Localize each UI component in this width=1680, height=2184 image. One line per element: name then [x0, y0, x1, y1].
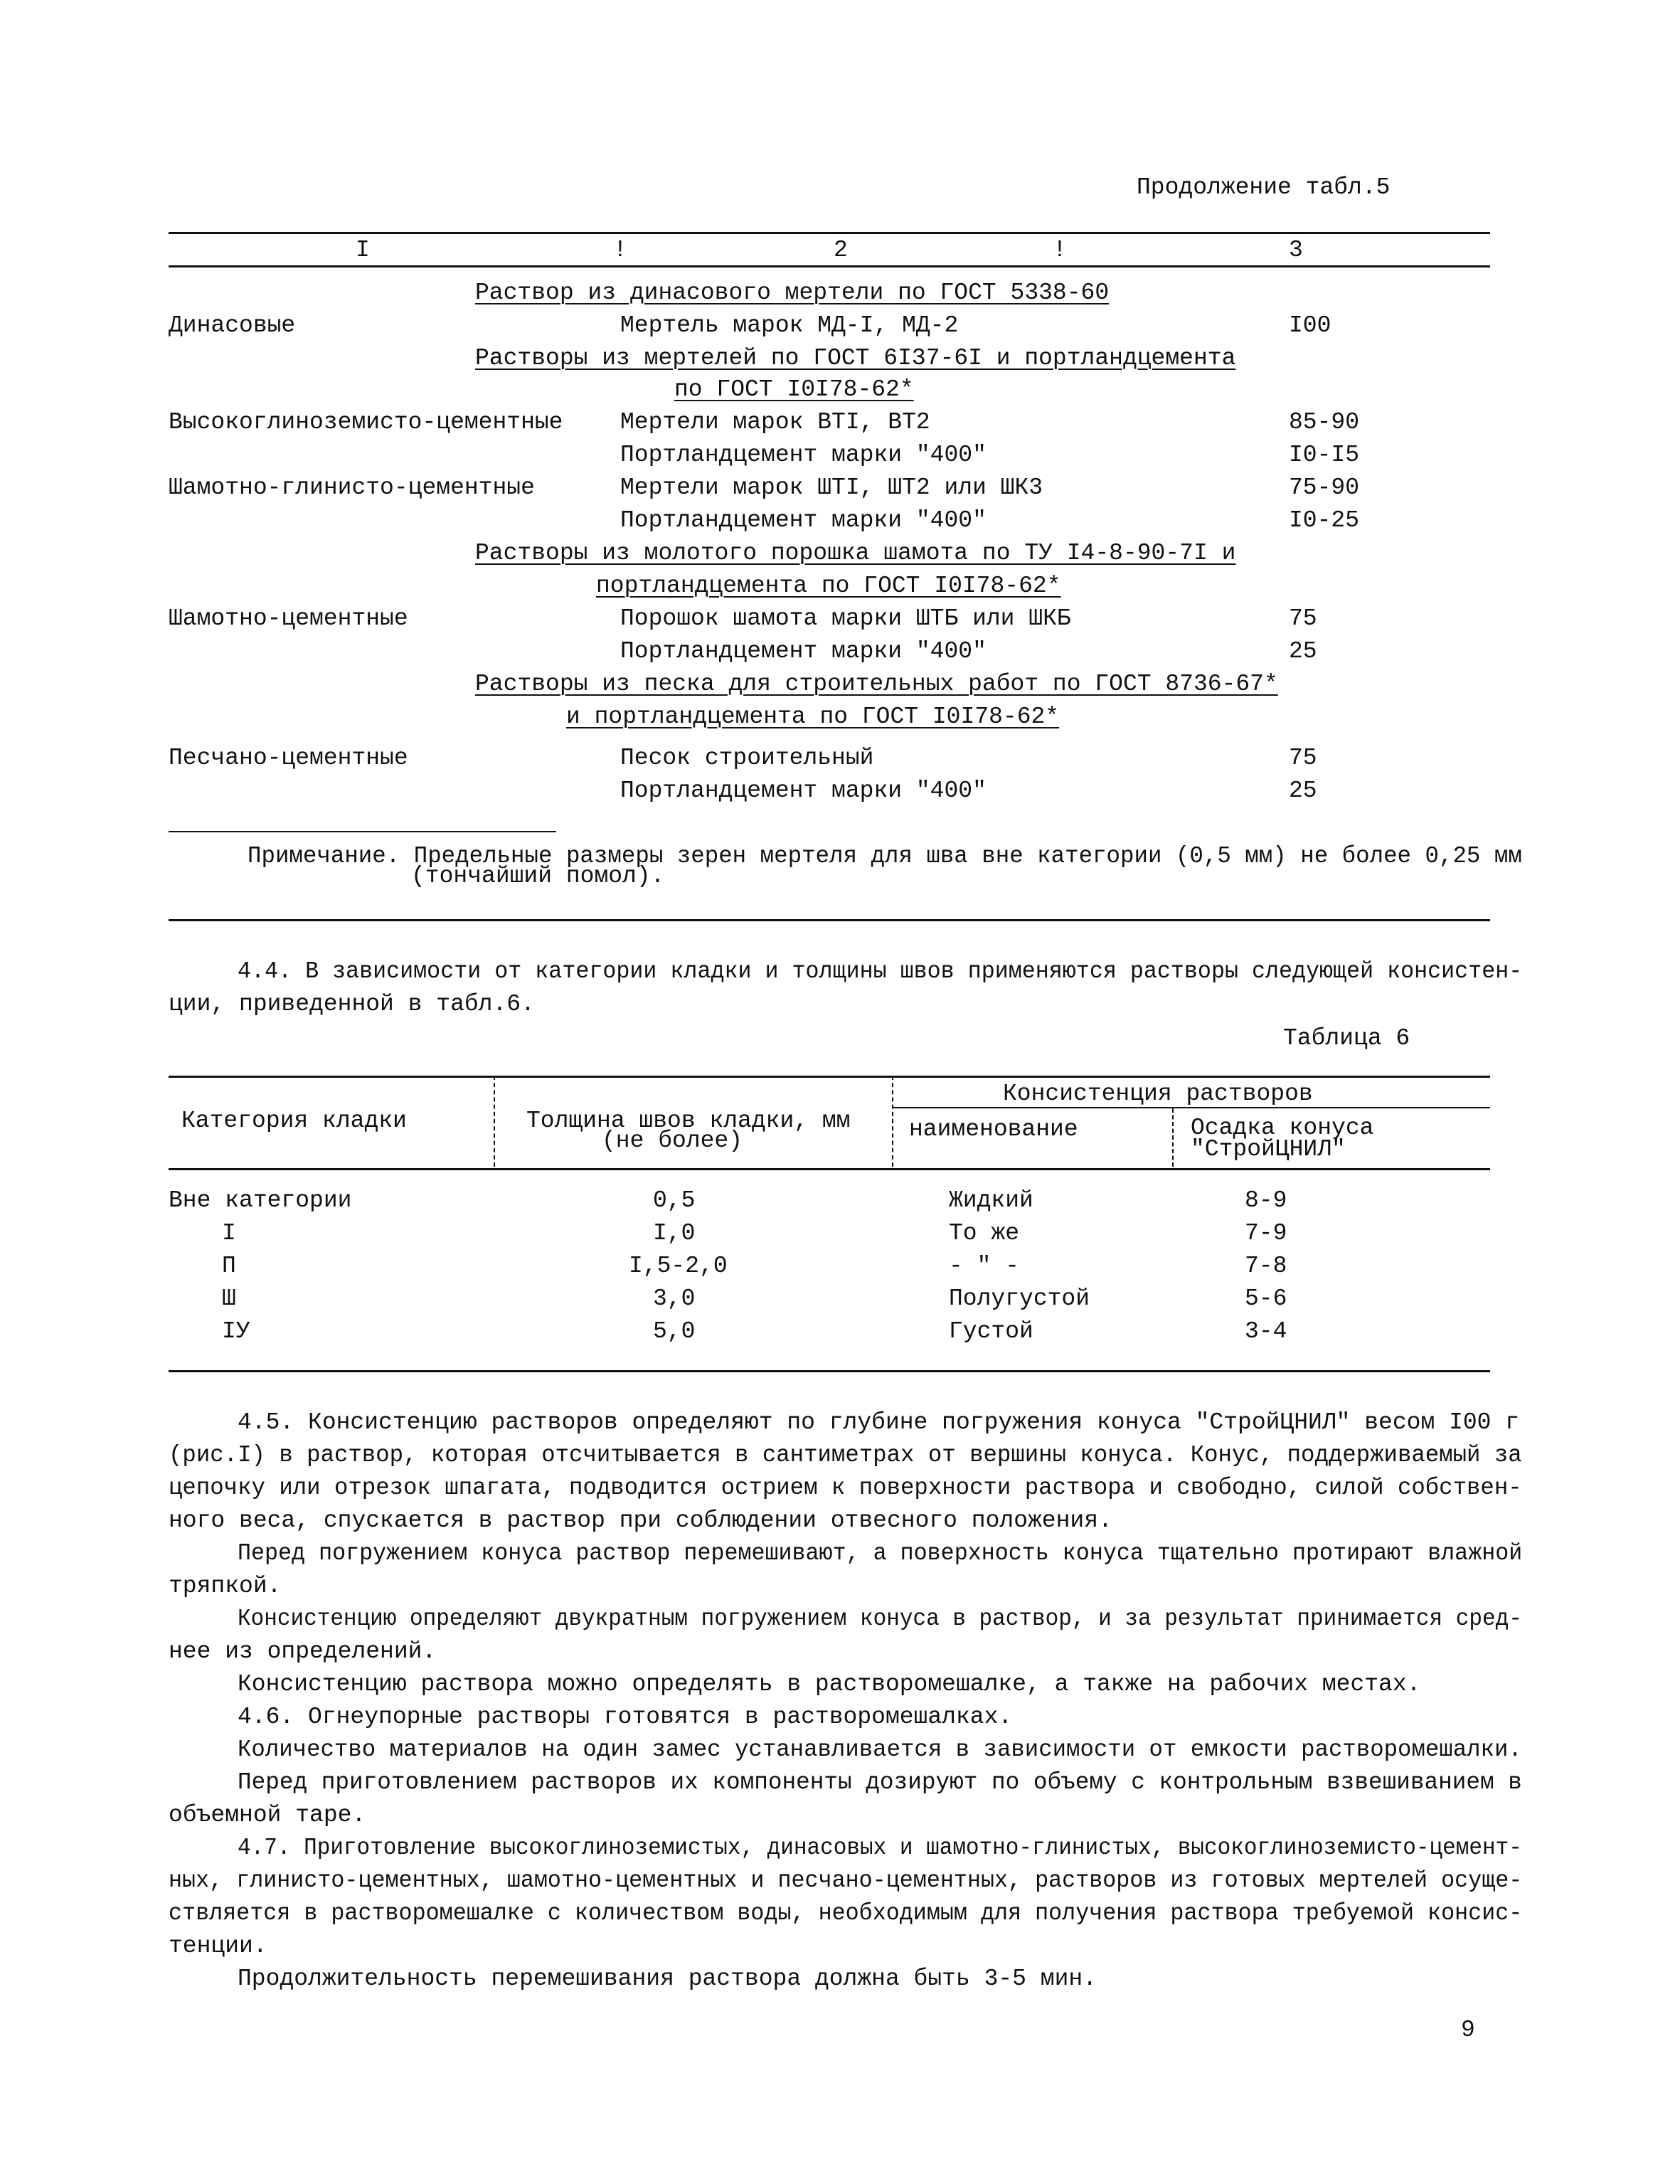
table6-cell-thickness: I,5-2,0 — [629, 1253, 728, 1279]
body-line: Продолжительность перемешивания раствора должна быть 3-5 мин. — [238, 1966, 1097, 1992]
table5-row-type: Песчано-цементные — [169, 745, 408, 771]
table5-note-line2: (тончайший помол). — [411, 863, 665, 889]
table5-section-header: Растворы из молотого порошка шамота по ТУ I4-8-90-7I и — [475, 540, 1236, 566]
table6-cell-thickness: I,0 — [653, 1220, 696, 1246]
body-line: Количество материалов на один замес устанавливается в зависимости от емкости растворомешалки. — [238, 1737, 1522, 1763]
table6-cell-category: П — [222, 1253, 236, 1279]
table6-cell-category: I — [222, 1220, 236, 1246]
body-line: нее из определений. — [169, 1638, 437, 1665]
table5-col1-header: I — [356, 237, 370, 263]
body-line: 4.7. Приготовление высокоглиноземистых, динасовых и шамотно-глинистых, высокоглиноземисто-цемент- — [238, 1835, 1522, 1861]
table5-header-rule — [169, 265, 1490, 267]
table5-row-percent: 75-90 — [1289, 475, 1360, 501]
table5-section-header: Растворы из мертелей по ГОСТ 6I37-6I и портландцемента — [475, 345, 1236, 371]
table6-cell-category: IУ — [222, 1318, 250, 1345]
page-number: 9 — [1461, 2017, 1475, 2043]
table5-row-type: Шамотно-глинисто-цементные — [169, 475, 535, 501]
table5-row-percent: 75 — [1289, 745, 1317, 771]
table5-row-percent: 85-90 — [1289, 409, 1360, 435]
body-line: тряпкой. — [169, 1573, 282, 1599]
table6-cell-category: Ш — [222, 1286, 236, 1312]
table5-bottom-rule — [169, 919, 1490, 921]
body-line: ного веса, спускается в раствор при соблюдении отвесного положения. — [169, 1507, 1112, 1534]
table5-section-header: и портландцемента по ГОСТ I0I78-62* — [566, 704, 1060, 730]
table6-header-cone-label: "СтройЦНИЛ" — [1191, 1136, 1346, 1162]
table5-row-type: Динасовые — [169, 312, 296, 339]
table6-cell-cone: 3-4 — [1245, 1318, 1287, 1345]
table6-cell-name: Густой — [949, 1318, 1033, 1345]
table5-row-component: Порошок шамота марки ШТБ или ШКБ — [620, 605, 1071, 632]
table5-row-component: Портландцемент марки "400" — [620, 778, 987, 804]
table6-header-consistency: Консистенция растворов — [1003, 1081, 1313, 1107]
table6-cell-thickness: 5,0 — [653, 1318, 696, 1345]
table5-row-percent: 25 — [1289, 778, 1317, 804]
body-line: Консистенцию раствора можно определять в растворомешалке, а также на рабочих местах. — [238, 1671, 1421, 1697]
table6-col-divider — [892, 1076, 893, 1167]
body-line: Перед погружением конуса раствор перемешивают, а поверхность конуса тщательно протирают влажной — [238, 1540, 1523, 1567]
table5-row-type: Высокоглиноземисто-цементные — [169, 409, 563, 435]
table6-bottom-rule — [169, 1370, 1490, 1372]
table6-cell-name: Жидкий — [949, 1187, 1033, 1214]
continuation-label: Продолжение табл.5 — [1137, 174, 1391, 201]
body-line: ствляется в растворомешалке с количеством воды, необходимым для получения раствора требуемой консис- — [169, 1900, 1523, 1926]
table6-header-name: наименование — [909, 1116, 1078, 1143]
table5-row-percent: I0-25 — [1289, 507, 1360, 534]
table6-cell-cone: 7-8 — [1245, 1253, 1287, 1279]
table6-cell-thickness: 3,0 — [653, 1286, 696, 1312]
table5-row-type: Шамотно-цементные — [169, 605, 408, 632]
table6-header-thickness: Толщина швов кладки, мм — [526, 1108, 851, 1134]
table5-row-component: Мертели марок ШТI, ШТ2 или ШК3 — [620, 475, 1043, 501]
table6-caption: Таблица 6 — [1283, 1025, 1410, 1051]
table5-row-component: Мертели марок ВТI, ВТ2 — [620, 409, 930, 435]
body-line: Консистенцию определяют двукратным погружением конуса в раствор, и за результат принимается сред- — [238, 1606, 1522, 1632]
body-line: (рис.I) в раствор, которая отсчитывается в сантиметрах от вершины конуса. Конус, поддерживаемый за — [169, 1442, 1522, 1468]
table5-row-component: Песок строительный — [620, 745, 874, 771]
table6-cell-thickness: 0,5 — [653, 1187, 696, 1214]
table5-top-rule — [169, 232, 1490, 234]
body-line: 4.6. Огнеупорные растворы готовятся в растворомешалках. — [238, 1704, 1013, 1730]
table5-col2-header: 2 — [834, 237, 848, 263]
table5-row-component: Мертель марок МД-I, МД-2 — [620, 312, 959, 339]
note-short-rule — [169, 831, 556, 832]
body-line: Перед приготовлением растворов их компоненты дозируют по объему с контрольным взвешиванием в — [238, 1769, 1522, 1796]
table6-col-divider — [494, 1076, 495, 1167]
table6-cell-name: То же — [949, 1220, 1020, 1246]
table5-row-component: Портландцемент марки "400" — [620, 442, 987, 468]
table5-row-percent: 25 — [1289, 638, 1317, 664]
body-line: тенции. — [169, 1933, 267, 1959]
table5-section-header: по ГОСТ I0I78-62* — [674, 376, 914, 403]
table5-row-percent: I00 — [1289, 312, 1331, 339]
table6-cell-category: Вне категории — [169, 1187, 352, 1214]
table5-row-percent: 75 — [1289, 605, 1317, 632]
table6-header-category: Категория кладки — [181, 1108, 407, 1134]
table6-cell-name: Полугустой — [949, 1286, 1090, 1312]
table6-header-thickness-note: (не более) — [602, 1128, 743, 1154]
table6-top-rule — [169, 1076, 1490, 1078]
table5-col-sep: ! — [613, 237, 627, 263]
body-line: ных, глинисто-цементных, шамотно-цементных и песчано-цементных, растворов из готовых мертелей осуще- — [169, 1867, 1523, 1894]
table6-header-rule — [169, 1168, 1490, 1170]
table5-note-line1: Примечание. Предельные размеры зерен мертеля для шва вне категории (0,5 мм) не более 0,25 мм — [248, 843, 1522, 869]
body-line: 4.5. Консистенцию растворов определяют по глубине погружения конуса "СтройЦНИЛ" весом I00 г — [238, 1409, 1520, 1436]
table6-cell-cone: 7-9 — [1245, 1220, 1287, 1246]
para-4-4-line: 4.4. В зависимости от категории кладки и толщины швов применяются растворы следующей консистен- — [238, 958, 1523, 985]
table6-cell-cone: 5-6 — [1245, 1286, 1287, 1312]
table5-col3-header: 3 — [1289, 237, 1303, 263]
table5-section-header: портландцемента по ГОСТ I0I78-62* — [596, 573, 1061, 599]
table5-section-header: Раствор из динасового мертели по ГОСТ 5338-60 — [475, 280, 1110, 306]
table5-section-header: Растворы из песка для строительных работ по ГОСТ 8736-67* — [475, 671, 1278, 697]
table6-col-divider — [1172, 1108, 1174, 1167]
table5-row-component: Портландцемент марки "400" — [620, 507, 987, 534]
table6-cell-cone: 8-9 — [1245, 1187, 1287, 1214]
table5-row-component: Портландцемент марки "400" — [620, 638, 987, 664]
table6-cell-name: - " - — [949, 1253, 1020, 1279]
body-line: цепочку или отрезок шпагата, подводится острием к поверхности раствора и свободно, силой собствен- — [169, 1475, 1522, 1501]
table6-header-cone: Осадка конуса — [1191, 1115, 1374, 1141]
table5-row-percent: I0-I5 — [1289, 442, 1360, 468]
body-line: объемной таре. — [169, 1802, 366, 1828]
para-4-4-line: ции, приведенной в табл.6. — [169, 991, 535, 1017]
table5-col-sep: ! — [1053, 237, 1067, 263]
